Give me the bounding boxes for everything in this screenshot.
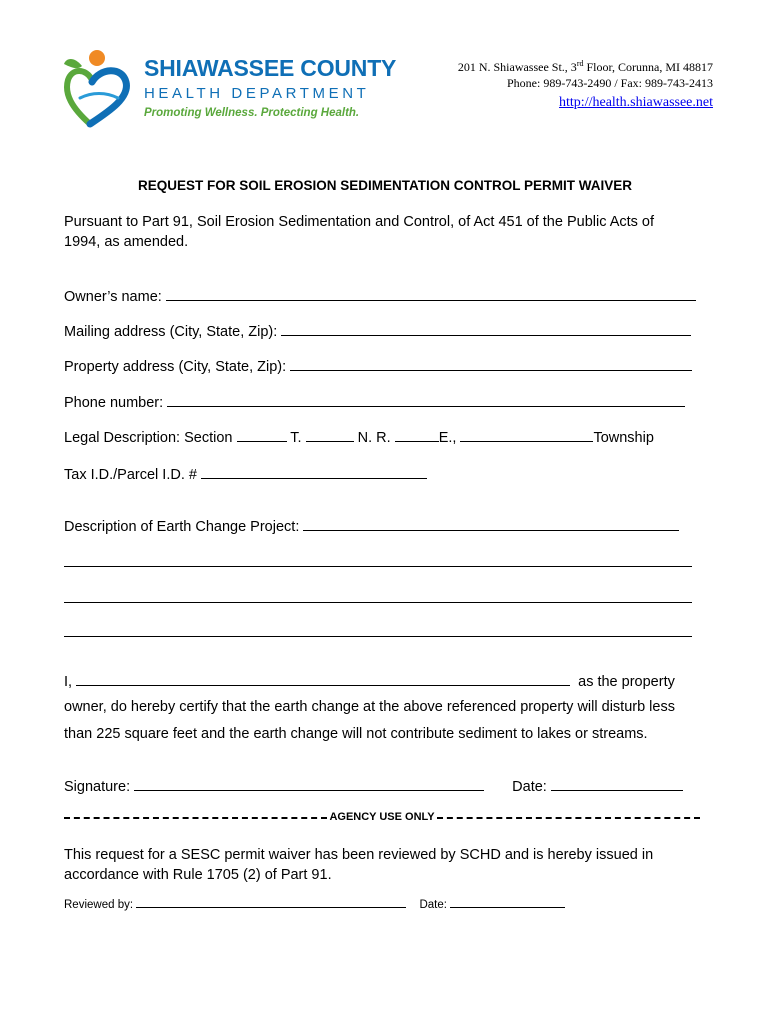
signature-row	[64, 776, 683, 797]
divider-dash-left	[64, 817, 327, 819]
reviewed-by-field[interactable]	[136, 896, 406, 908]
agency-statement: This request for a SESC permit waiver has been reviewed by SCHD and is hereby issued in accordance with Rule 1705 (2) of Part 91.	[64, 847, 654, 883]
range-e-label: E.,	[438, 430, 457, 446]
date-label: Date:	[512, 779, 547, 795]
signature-field[interactable]	[134, 776, 484, 791]
contact-block	[458, 56, 713, 111]
certification-text-line-2: owner, do hereby certify that the earth change at the above referenced property will disturb less	[64, 699, 675, 715]
project-description-label: Description of Earth Change Project:	[64, 519, 300, 535]
phone-number-label: Phone number:	[64, 395, 164, 411]
owner-name-label: Owner’s name:	[64, 289, 162, 305]
intro-text: Pursuant to Part 91, Soil Erosion Sedimentation and Control, of Act 451 of the Public Acts of 1994, as amended.	[64, 214, 655, 250]
form-title: REQUEST FOR SOIL EROSION SEDIMENTATION CONTROL PERMIT WAIVER	[137, 178, 633, 193]
project-description-field[interactable]	[303, 516, 679, 531]
phone-number-row	[64, 392, 685, 413]
date-field[interactable]	[551, 776, 683, 791]
range-n-r-label: N. R.	[357, 430, 391, 446]
mailing-address-row	[64, 321, 691, 342]
phone-fax-line: Phone: 989-743-2490 / Fax: 989-743-2413	[507, 76, 713, 90]
tax-id-row	[64, 464, 427, 485]
reviewed-by-row	[64, 896, 565, 911]
section-field[interactable]	[237, 427, 287, 442]
project-description-line-3[interactable]	[64, 588, 692, 609]
mailing-address-field[interactable]	[281, 321, 691, 336]
property-address-field[interactable]	[290, 356, 692, 371]
project-description-line-2[interactable]	[64, 552, 692, 573]
review-date-field[interactable]	[450, 896, 565, 908]
project-description-line-4[interactable]	[64, 622, 692, 643]
heart-logo-icon	[60, 46, 140, 128]
org-tagline: Promoting Wellness. Protecting Health.	[144, 107, 360, 119]
certification-row	[64, 671, 675, 692]
legal-description-row	[64, 427, 654, 448]
legal-description-label: Legal Description: Section	[64, 430, 233, 446]
mailing-address-label: Mailing address (City, State, Zip):	[64, 324, 278, 340]
property-address-label: Property address (City, State, Zip):	[64, 359, 287, 375]
owner-name-row	[64, 286, 696, 307]
health-department-logo	[60, 46, 397, 128]
owner-name-field[interactable]	[166, 286, 696, 301]
tax-id-field[interactable]	[201, 464, 427, 479]
address-line: 201 N. Shiawassee St., 3rd Floor, Corunna, MI 48817	[457, 59, 713, 74]
certification-i-label: I,	[64, 674, 73, 690]
org-subtitle: HEALTH DEPARTMENT	[144, 85, 370, 102]
certification-suffix: as the property	[578, 674, 675, 690]
reviewed-by-label: Reviewed by:	[64, 899, 134, 911]
township-label: Township	[593, 430, 654, 446]
agency-use-divider	[64, 811, 700, 823]
range-number-field[interactable]	[395, 427, 439, 442]
agency-use-label: AGENCY USE ONLY	[329, 811, 435, 823]
website-link[interactable]: http://health.shiawassee.net	[559, 95, 713, 110]
township-t-label: T.	[290, 430, 302, 446]
phone-number-field[interactable]	[167, 392, 685, 407]
township-number-field[interactable]	[306, 427, 354, 442]
tax-id-label: Tax I.D./Parcel I.D. #	[64, 467, 197, 483]
property-address-row	[64, 356, 692, 377]
project-description-row	[64, 516, 679, 537]
divider-dash-right	[437, 817, 700, 819]
township-name-field[interactable]	[460, 427, 593, 442]
org-name: SHIAWASSEE COUNTY	[144, 55, 397, 81]
certifier-name-field[interactable]	[76, 671, 570, 686]
certification-text-line-3: than 225 square feet and the earth change will not contribute sediment to lakes or streams.	[64, 726, 648, 742]
review-date-label: Date:	[419, 899, 447, 911]
signature-label: Signature:	[64, 779, 131, 795]
